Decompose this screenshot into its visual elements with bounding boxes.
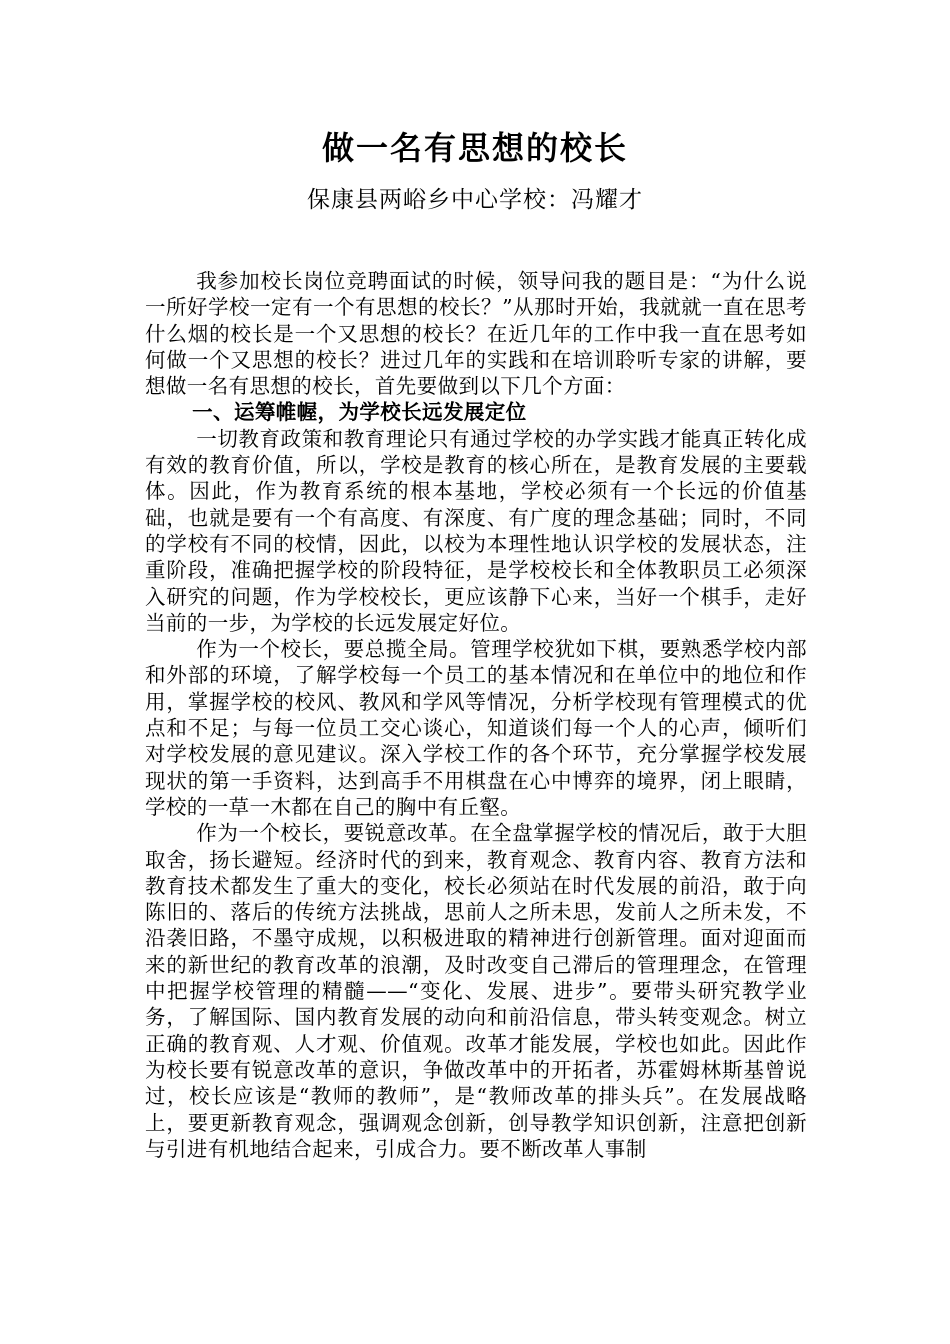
body-paragraph: 作为一个校长，要锐意改革。在全盘掌握学校的情况后，敢于大胆取舍，扬长避短。经济时代的到来，教育观念、教育内容、教育方法和教育技术都发生了重大的变化，校长必须站在时代发展的前沿，敢于向陈旧的、落后的传统方法挑战，思前人之所未思，发前人之所未发，不沿袭旧路，不墨守成规，以积极进取的精神进行创新管理。面对迎面而来的新世纪的教育改革的浪潮，及时改变自己滞后的管理理念，在管理中把握学校管理的精髓——“变化、发展、进步”。要带头研究教学业务，了解国际、国内教育发展的动向和前沿信息，带头转变观念。树立正确的教育观、人才观、价值观。改革才能发展，学校也如此。因此作为校长要有锐意改革的意识，争做改革中的开拓者，苏霍姆林斯基曾说过，校长应该是“教师的教师”，是“教师改革的排头兵”。在发展战略上，要更新教育观念，强调观念创新，创导教学知识创新，注意把创新与引进有机地结合起来，引成合力。要不断改革人事制 [145, 821, 807, 1161]
section-heading: 一、运筹帷幄，为学校长远发展定位 [192, 400, 527, 425]
document-body [145, 268, 807, 1162]
document-title: 做一名有思想的校长 [321, 129, 628, 167]
body-paragraph: 作为一个校长，要总揽全局。管理学校犹如下棋，要熟悉学校内部和外部的环境，了解学校每一个员工的基本情况和在单位中的地位和作用，掌握学校的校风、教风和学风等情况，分析学校现有管理模式的优点和不足；与每一位员工交心谈心，知道谈们每一个人的心声，倾听们对学校发展的意见建议。深入学校工作的各个环节，充分掌握学校发展现状的第一手资料，达到高手不用棋盘在心中博弈的境界，闭上眼睛，学校的一草一木都在自己的胸中有丘壑。 [145, 637, 807, 819]
intro-paragraph: 我参加校长岗位竞聘面试的时候，领导问我的题目是：“为什么说一所好学校一定有一个有思想的校长？”从那时开始，我就就一直在思考什么烟的校长是一个又思想的校长？在近几年的工作中我一直在思考如何做一个又思想的校长？进过几年的实践和在培训聆听专家的讲解，要想做一名有思想的校长，首先要做到以下几个方面： [145, 269, 807, 399]
document-byline: 保康县两峪乡中心学校：冯耀才 [307, 187, 643, 213]
body-paragraph: 一切教育政策和教育理论只有通过学校的办学实践才能真正转化成有效的教育价值，所以，学校是教育的核心所在，是教育发展的主要载体。因此，作为教育系统的根本基地，学校必须有一个长远的价值基础，也就是要有一个有高度、有深度、有广度的理念基础；同时，不同的学校有不同的校情，因此，以校为本理性地认识学校的发展状态，注重阶段，准确把握学校的阶段特征，是学校校长和全体教职员工必须深入研究的问题，作为学校校长，更应该静下心来，当好一个棋手，走好当前的一步，为学校的长远发展定好位。 [145, 426, 807, 635]
